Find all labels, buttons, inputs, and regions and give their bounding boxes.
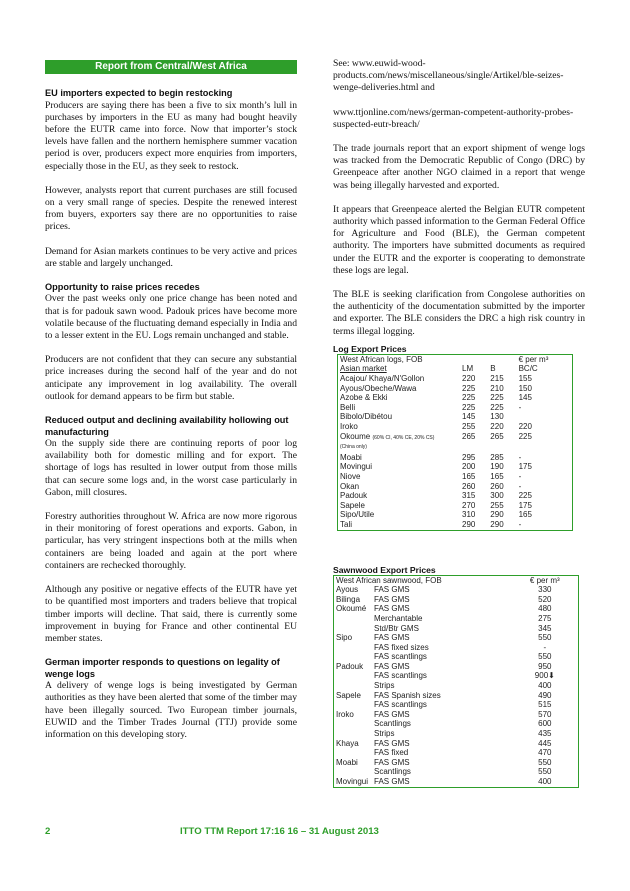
log-species-cell: Ayous/Obeche/Wawa: [340, 383, 417, 393]
paragraph: Producers are saying there has been a five to six month’s lull in purchases by importers in the EU as many had bought heavily before the EUTR came into force. Now that importer’s stock levels have fallen and the northern hemisphere summer vacation period is over, producers expect more enquiries from importers, especially those in the EU, as they seek to restock.: [45, 99, 297, 172]
log-price-cell: 225: [462, 383, 476, 393]
log-species-cell: Tali: [340, 519, 353, 529]
log-species-cell: Bibolo/Dibétou: [340, 412, 393, 422]
sawn-grade-cell: FAS GMS: [374, 604, 410, 614]
sawn-price-cell: 445: [538, 738, 552, 748]
log-price-cell: 220: [462, 374, 476, 384]
sawn-species-cell: [334, 671, 373, 681]
source-link[interactable]: www.ttjonline.com/news/german-competent-authority-probes-suspected-eutr-breach/: [333, 106, 574, 130]
log-price-cell: 175: [518, 462, 532, 472]
sawn-species-cell: Iroko: [336, 709, 354, 719]
log-species-cell: Sipo/Utile: [340, 510, 375, 520]
sawn-grade-cell: FAS scantlings: [374, 700, 427, 710]
sawn-species-cell: [334, 681, 373, 691]
sawn-table-row: [334, 633, 579, 643]
log-table-row: [338, 462, 573, 472]
sawn-table-header: West African sawnwood, FOB: [336, 575, 442, 585]
log-grade-note: (60% CI, 40% CE, 20% CS): [372, 434, 435, 441]
section-heading: German importer responds to questions on legality of wenge logs: [45, 657, 280, 679]
left-text-flow: [45, 88, 297, 741]
sawn-grade-cell: Scantlings: [374, 719, 411, 729]
sawn-species-cell: [334, 614, 373, 624]
sawn-table-row: [334, 691, 579, 701]
log-species-cell: Okan: [340, 481, 360, 491]
log-species-cell: [338, 432, 461, 444]
section-heading: EU importers expected to begin restocking: [45, 88, 233, 98]
log-price-cell: 175: [518, 500, 532, 510]
log-species-cell: (China only): [340, 444, 367, 451]
log-price-cell: -: [518, 452, 522, 462]
sawn-species-cell: Padouk: [336, 661, 364, 671]
log-price-cell: 265: [462, 431, 476, 441]
log-price-cell: 225: [462, 402, 476, 412]
paragraph: The trade journals report that an export shipment of wenge logs was tracked from the Democratic Republic of Congo (DRC) by Greenpeace after another NGO claimed in a report that wenge was being illegally harvested and exported.: [333, 143, 585, 191]
sawn-price-cell: 550: [538, 652, 552, 662]
log-column-header: BC/C: [518, 364, 538, 374]
paragraph: Although any positive or negative effects of the EUTR have yet to be quantified most importers and traders believe that tropical timber imports will decline. That said, there is currently some improvement in buying for France and other continental EU member states.: [45, 584, 297, 644]
sawn-species-cell: Khaya: [336, 738, 359, 748]
sawn-species-cell: [334, 719, 373, 729]
log-price-cell: 225: [462, 393, 476, 403]
sawn-price-cell: -: [543, 642, 547, 652]
log-price-table: [337, 354, 573, 531]
log-price-cell: -: [518, 519, 522, 529]
log-table-row: [338, 491, 573, 501]
sawn-price-cell: 470: [538, 748, 552, 758]
log-price-cell: 310: [462, 510, 476, 520]
paragraph: It appears that Greenpeace alerted the Belgian EUTR competent authority which passed information to the German Federal Office for Agriculture and Food (BLE), the German competent authority. The importers have submitted documents as required under the EUTR and the exporter is cooperating to demonstrate these logs are legal.: [333, 203, 585, 276]
log-table-row: [338, 472, 573, 482]
sawn-price-cell: 400: [538, 681, 552, 691]
log-price-cell: 255: [490, 500, 504, 510]
log-species-cell: Sapele: [340, 500, 365, 510]
sawn-grade-cell: FAS Spanish sizes: [374, 690, 441, 700]
sawn-price-cell: 600: [538, 719, 552, 729]
log-price-cell: 215: [490, 374, 504, 384]
sawn-table-title: Sawnwood Export Prices: [333, 564, 436, 575]
log-species-cell: Iroko: [340, 422, 358, 432]
log-price-cell: 225: [490, 393, 504, 403]
sawn-table-row: [334, 758, 579, 768]
sawn-grade-cell: FAS GMS: [374, 585, 410, 595]
sawn-price-cell: 550: [538, 633, 552, 643]
sawn-price-cell: 345: [538, 623, 552, 633]
sawn-price-cell: 900⬇: [534, 671, 555, 681]
sawn-species-cell: [334, 624, 373, 634]
sawn-species-cell: [334, 700, 373, 710]
log-price-cell: 285: [490, 452, 504, 462]
log-column-header: B: [490, 364, 496, 374]
sawn-price-cell: 330: [538, 585, 552, 595]
log-price-cell: -: [518, 481, 522, 491]
log-price-cell: 200: [462, 462, 476, 472]
log-price-cell: 290: [462, 519, 476, 529]
sawn-grade-cell: Scantlings: [374, 767, 411, 777]
log-table-row: [338, 374, 573, 384]
sawn-table-row: [334, 624, 579, 634]
sawn-species-cell: Sapele: [336, 690, 361, 700]
sawn-table-row: [334, 643, 579, 653]
sawn-table-row: [334, 719, 579, 729]
sawn-grade-cell: FAS GMS: [374, 757, 410, 767]
sawn-table-row: [334, 681, 579, 691]
sawn-table-row: [334, 739, 579, 749]
log-price-cell: 145: [462, 412, 476, 422]
log-price-cell: 315: [462, 491, 476, 501]
log-price-cell: 190: [490, 462, 504, 472]
sawn-table-row: [334, 777, 579, 787]
sawn-price-cell: 520: [538, 594, 552, 604]
log-export-prices: [333, 344, 585, 531]
footer-title: ITTO TTM Report 17:16 16 – 31 August 2013: [180, 826, 379, 837]
sawn-species-cell: [334, 767, 373, 777]
paragraph: Producers are not confident that they can secure any substantial price increases during the second half of the year and do not anticipate any improvement in log availability. The overall outlook for demand appears to be firm but stable.: [45, 354, 297, 402]
sawn-grade-cell: FAS fixed: [374, 748, 409, 758]
log-table-row: [338, 520, 573, 530]
source-link[interactable]: See: www.euwid-wood-products.com/news/miscellaneous/single/Artikel/ble-seizes-wenge-deliveries.html and: [333, 58, 564, 94]
log-price-cell: 270: [462, 500, 476, 510]
sawn-table-row: [334, 585, 579, 595]
log-price-cell: [517, 412, 573, 422]
log-price-cell: 225: [518, 431, 532, 441]
log-table-row: [338, 453, 573, 463]
sawnwood-export-prices: [333, 565, 585, 788]
log-species-name: Okoume: [340, 431, 371, 441]
log-price-cell: 300: [490, 491, 504, 501]
log-table-row: [338, 403, 573, 413]
sawn-species-cell: Sipo: [336, 633, 353, 643]
sawn-price-cell: 400: [538, 777, 552, 787]
sawn-grade-cell: FAS GMS: [374, 709, 410, 719]
log-price-cell: [517, 443, 573, 453]
sawn-price-cell: 550: [538, 757, 552, 767]
log-table-unit: € per m³: [518, 354, 549, 364]
paragraph: On the supply side there are continuing reports of poor log availability both for domestic milling and for export. The shortage of logs has resulted in lower output from those mills that can secure some logs and, in the worst case particularly in Gabon, mill closures.: [45, 438, 297, 498]
log-species-cell: Padouk: [340, 491, 368, 501]
log-column-header: LM: [462, 364, 474, 374]
paragraph: Forestry authorities throughout W. Africa are now more rigorous in their monitoring of forest operations and exports. Gabon, in particular, has very stringent inspections both at the mills when containers are being loaded and again at the port where containers are rechecked thoroughly.: [45, 511, 297, 571]
log-species-cell: Belli: [340, 402, 356, 412]
sawn-table-row: [334, 652, 579, 662]
log-price-cell: 130: [490, 412, 504, 422]
sawn-species-cell: [334, 652, 373, 662]
sawn-table-row: [334, 671, 579, 681]
sawn-species-cell: Ayous: [336, 585, 359, 595]
log-price-cell: 165: [490, 471, 504, 481]
log-price-cell: 255: [462, 422, 476, 432]
log-price-cell: 295: [462, 452, 476, 462]
sawn-grade-cell: FAS GMS: [374, 738, 410, 748]
section-heading: Opportunity to raise prices recedes: [45, 281, 200, 292]
sawn-grade-cell: FAS scantlings: [374, 652, 427, 662]
paragraph: The BLE is seeking clarification from Congolese authorities on the authenticity of the documentation submitted by the importer and exporter. The BLE considers the DRC a high risk country in terms illegal logging.: [333, 289, 585, 337]
log-table-column-headers: [338, 364, 573, 374]
sawn-price-cell: 435: [538, 729, 552, 739]
sawn-price-cell: 515: [538, 700, 552, 710]
log-column-header: Asian market: [340, 364, 387, 374]
sawn-grade-cell: FAS GMS: [374, 661, 410, 671]
sawn-table-row: [334, 748, 579, 758]
log-price-cell: 290: [490, 519, 504, 529]
log-price-cell: 145: [518, 393, 532, 403]
sawn-price-cell: 480: [538, 604, 552, 614]
paragraph: However, analysts report that current purchases are still focused on a very small range of species. Despite the renewed interest from buyers, exporters say there are no opportunities to raise prices.: [45, 184, 297, 233]
section-banner: Report from Central/West Africa: [45, 60, 297, 74]
log-species-cell: Niove: [340, 471, 361, 481]
log-species-cell: Azobe & Ekki: [340, 393, 388, 403]
log-price-cell: -: [518, 471, 522, 481]
log-price-cell: 220: [490, 422, 504, 432]
log-price-cell: [460, 443, 488, 453]
sawn-grade-cell: FAS scantlings: [374, 671, 427, 681]
log-price-cell: -: [518, 402, 522, 412]
log-price-cell: 150: [518, 383, 532, 393]
sawn-price-cell: 550: [538, 767, 552, 777]
log-table-title: Log Export Prices: [333, 343, 407, 354]
sawn-species-cell: [334, 643, 373, 653]
sawn-table-row: [334, 767, 579, 777]
paragraph: Over the past weeks only one price change has been noted and that is for padouk sawn wood. Padouk prices have become more volatile because of the fluctuating demand especially in India and to a lesser extent in the EU. Logs remain unchanged and stable.: [45, 293, 297, 342]
log-price-cell: 165: [518, 510, 532, 520]
sawn-table-row: [334, 604, 579, 614]
log-species-cell: Acajou/ Khaya/N'Gollon: [340, 374, 425, 384]
sawn-table-row: [334, 700, 579, 710]
sawn-table-row: [334, 662, 579, 672]
log-price-cell: 290: [490, 510, 504, 520]
left-column: [45, 58, 297, 753]
sawn-price-cell: 570: [538, 709, 552, 719]
paragraph: A delivery of wenge logs is being investigated by German authorities as they have been alerted that some of the timber may have been illegally sourced. Two European timber journals, EUWID and the Timber Trades Journal (TTJ) provide some information on this developing story.: [45, 680, 297, 740]
sawn-table-row: [334, 595, 579, 605]
log-table-header: West African logs, FOB: [340, 354, 423, 364]
right-text-flow: [333, 58, 585, 338]
sawn-grade-cell: Std/Btr GMS: [374, 623, 419, 633]
log-price-cell: 165: [462, 471, 476, 481]
log-price-cell: 210: [490, 383, 504, 393]
sawn-species-cell: [334, 748, 373, 758]
page-number: 2: [45, 826, 51, 837]
log-species-cell: Movingui: [340, 462, 373, 472]
log-table-row: [338, 384, 573, 394]
log-price-cell: 225: [490, 402, 504, 412]
sawn-species-cell: [334, 729, 373, 739]
log-table-row: [338, 443, 573, 453]
log-table-row: [338, 412, 573, 422]
log-table-row: [338, 482, 573, 492]
log-price-cell: [488, 443, 516, 453]
sawn-table-row: [334, 614, 579, 624]
sawn-species-cell: Bilinga: [336, 594, 361, 604]
sawn-grade-cell: Strips: [374, 681, 395, 691]
sawn-species-cell: Movingui: [336, 777, 369, 787]
log-price-cell: 260: [462, 481, 476, 491]
sawn-table-unit: € per m³: [529, 575, 560, 585]
paragraph: Demand for Asian markets continues to be very active and prices are stable and largely unchanged.: [45, 245, 297, 269]
sawn-table-row: [334, 729, 579, 739]
sawn-price-cell: 950: [538, 661, 552, 671]
sawn-grade-cell: Strips: [374, 729, 395, 739]
right-column: [333, 58, 585, 788]
sawnwood-price-table: [333, 575, 579, 788]
log-table-row: [338, 501, 573, 511]
section-heading: Reduced output and declining availability hollowing out manufacturing: [45, 415, 289, 437]
sawn-grade-cell: FAS GMS: [374, 594, 410, 604]
sawn-grade-cell: FAS fixed sizes: [374, 642, 429, 652]
sawn-grade-cell: FAS GMS: [374, 633, 410, 643]
log-table-row: [338, 432, 573, 444]
log-price-cell: 260: [490, 481, 504, 491]
log-table-row: [338, 422, 573, 432]
log-table-row: [338, 510, 573, 520]
sawn-grade-cell: FAS GMS: [374, 777, 410, 787]
log-table-row: [338, 393, 573, 403]
log-price-cell: 225: [518, 491, 532, 501]
sawn-price-cell: 490: [538, 690, 552, 700]
log-price-cell: 155: [518, 374, 532, 384]
log-species-cell: Moabi: [340, 452, 362, 462]
sawn-table-row: [334, 710, 579, 720]
log-price-cell: 265: [490, 431, 504, 441]
log-price-cell: 220: [518, 422, 532, 432]
sawn-price-cell: 275: [538, 613, 552, 623]
sawn-species-cell: Moabi: [336, 757, 358, 767]
sawn-grade-cell: Merchantable: [374, 613, 423, 623]
sawn-species-cell: Okoumé: [336, 604, 367, 614]
